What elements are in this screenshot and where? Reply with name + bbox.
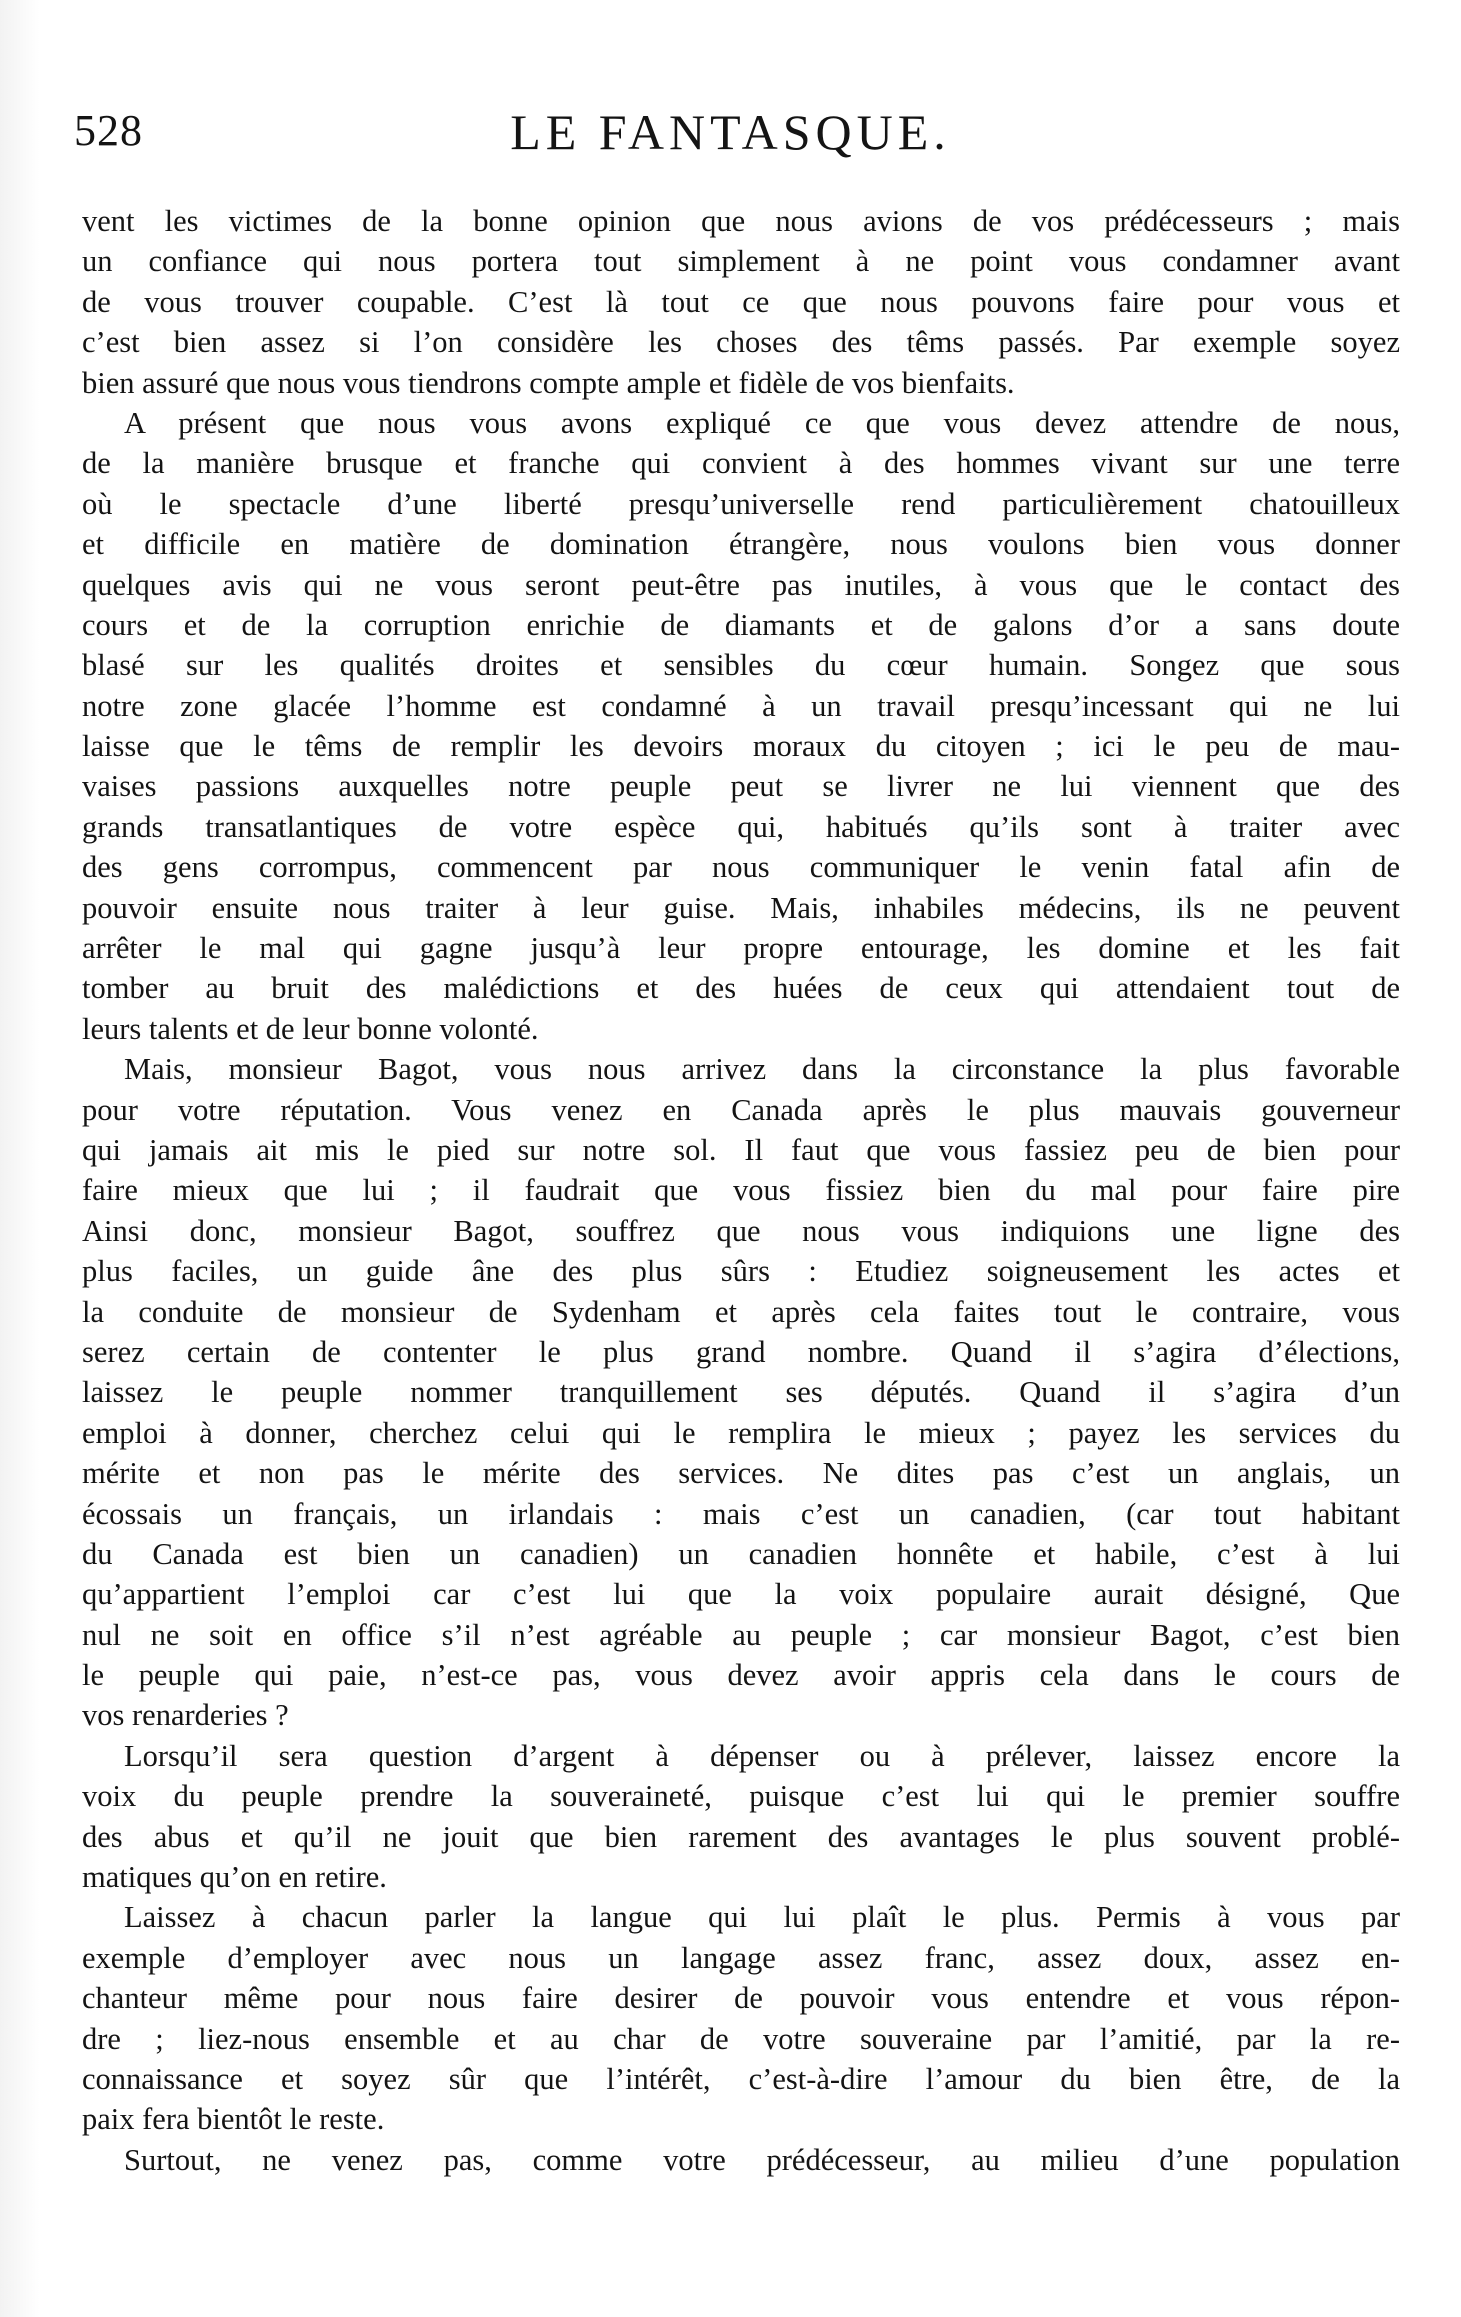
text-line: matiques qu’on en retire. bbox=[82, 1860, 387, 1895]
text-line: de vous trouver coupable. C’est là tout ce que nous pouvons faire pour vous et bbox=[82, 284, 1400, 319]
text-line: écossais un français, un irlandais : mais c’est un canadien, (car tout habitant bbox=[82, 1496, 1400, 1531]
text-line: emploi à donner, cherchez celui qui le remplira le mieux ; payez les services du bbox=[82, 1415, 1400, 1450]
text-line: laisse que le têms de remplir les devoirs moraux du citoyen ; ici le peu de mau- bbox=[82, 729, 1400, 764]
text-line: qu’appartient l’emploi car c’est lui que la voix populaire aurait désigné, Que bbox=[82, 1577, 1400, 1612]
text-line: faire mieux que lui ; il faudrait que vous fissiez bien du mal pour faire pire bbox=[82, 1173, 1400, 1208]
text-line: pouvoir ensuite nous traiter à leur guise. Mais, inhabiles médecins, ils ne peuvent bbox=[82, 890, 1400, 925]
text-line: qui jamais ait mis le pied sur notre sol. Il faut que vous fassiez peu de bien pour bbox=[82, 1132, 1400, 1167]
text-line: grands transatlantiques de votre espèce qui, habitués qu’ils sont à traiter avec bbox=[82, 809, 1400, 844]
text-line: chanteur même pour nous faire desirer de pouvoir vous entendre et vous répon- bbox=[82, 1981, 1400, 2016]
text-line: dre ; liez-nous ensemble et au char de votre souveraine par l’amitié, par la re- bbox=[82, 2021, 1400, 2056]
text-line: paix fera bientôt le reste. bbox=[82, 2102, 385, 2137]
text-line: vos renarderies ? bbox=[82, 1698, 289, 1733]
text-line: A présent que nous vous avons expliqué ce que vous devez attendre de nous, bbox=[124, 405, 1400, 440]
text-line: plus faciles, un guide âne des plus sûrs : Etudiez soigneusement les actes et bbox=[82, 1254, 1400, 1289]
text-line: le peuple qui paie, n’est-ce pas, vous devez avoir appris cela dans le cours de bbox=[82, 1658, 1400, 1693]
text-line: nul ne soit en office s’il n’est agréable au peuple ; car monsieur Bagot, c’est bien bbox=[82, 1617, 1400, 1652]
text-line: mérite et non pas le mérite des services. Ne dites pas c’est un anglais, un bbox=[82, 1456, 1400, 1491]
running-title: LE FANTASQUE. bbox=[510, 104, 951, 160]
text-line: du Canada est bien un canadien) un canadien honnête et habile, c’est à lui bbox=[82, 1536, 1400, 1571]
text-line: c’est bien assez si l’on considère les choses des têms passés. Par exemple soyez bbox=[82, 325, 1400, 360]
text-line: Laissez à chacun parler la langue qui lui plaît le plus. Permis à vous par bbox=[124, 1900, 1400, 1935]
text-line: des gens corrompus, commencent par nous communiquer le venin fatal afin de bbox=[82, 850, 1400, 885]
page-edge-shadow bbox=[0, 0, 40, 2317]
text-line: quelques avis qui ne vous seront peut-être pas inutiles, à vous que le contact des bbox=[82, 567, 1400, 602]
page-number: 528 bbox=[74, 106, 143, 155]
text-line: serez certain de contenter le plus grand nombre. Quand il s’agira d’élections, bbox=[82, 1334, 1400, 1369]
text-line: Mais, monsieur Bagot, vous nous arrivez dans la circonstance la plus favorable bbox=[124, 1052, 1400, 1087]
text-line: arrêter le mal qui gagne jusqu’à leur propre entourage, les domine et les fait bbox=[82, 931, 1400, 966]
text-line: Lorsqu’il sera question d’argent à dépenser ou à prélever, laissez encore la bbox=[124, 1738, 1400, 1773]
body-text bbox=[82, 201, 1400, 2180]
text-line: Ainsi donc, monsieur Bagot, souffrez que nous vous indiquions une ligne des bbox=[82, 1213, 1400, 1248]
text-line: exemple d’employer avec nous un langage assez franc, assez doux, assez en- bbox=[82, 1940, 1400, 1975]
text-line: connaissance et soyez sûr que l’intérêt, c’est-à-dire l’amour du bien être, de la bbox=[82, 2061, 1400, 2096]
text-line: la conduite de monsieur de Sydenham et après cela faites tout le contraire, vous bbox=[82, 1294, 1400, 1329]
text-line: notre zone glacée l’homme est condamné à un travail presqu’incessant qui ne lui bbox=[82, 688, 1400, 723]
text-line: de la manière brusque et franche qui convient à des hommes vivant sur une terre bbox=[82, 446, 1400, 481]
text-line: des abus et qu’il ne jouit que bien rarement des avantages le plus souvent problé- bbox=[82, 1819, 1400, 1854]
text-line: vaises passions auxquelles notre peuple peut se livrer ne lui viennent que des bbox=[82, 769, 1400, 804]
text-line: blasé sur les qualités droites et sensibles du cœur humain. Songez que sous bbox=[82, 648, 1400, 683]
text-line: cours et de la corruption enrichie de diamants et de galons d’or a sans doute bbox=[82, 607, 1400, 642]
text-line: voix du peuple prendre la souveraineté, puisque c’est lui qui le premier souffre bbox=[82, 1779, 1400, 1814]
text-line: laissez le peuple nommer tranquillement ses députés. Quand il s’agira d’un bbox=[82, 1375, 1400, 1410]
page-header bbox=[0, 95, 1461, 175]
text-line: tomber au bruit des malédictions et des huées de ceux qui attendaient tout de bbox=[82, 971, 1400, 1006]
text-line: vent les victimes de la bonne opinion que nous avions de vos prédécesseurs ; mais bbox=[82, 204, 1400, 238]
text-line: où le spectacle d’une liberté presqu’universelle rend particulièrement chatouilleux bbox=[82, 486, 1400, 521]
text-line: leurs talents et de leur bonne volonté. bbox=[82, 1011, 539, 1046]
text-line: pour votre réputation. Vous venez en Canada après le plus mauvais gouverneur bbox=[82, 1092, 1400, 1127]
text-line: un confiance qui nous portera tout simplement à ne point vous condamner avant bbox=[82, 244, 1400, 279]
text-line: Surtout, ne venez pas, comme votre prédécesseur, au milieu d’une population bbox=[124, 2142, 1400, 2177]
text-line: bien assuré que nous vous tiendrons compte ample et fidèle de vos bienfaits. bbox=[82, 365, 1015, 400]
text-line: et difficile en matière de domination étrangère, nous voulons bien vous donner bbox=[82, 527, 1400, 562]
